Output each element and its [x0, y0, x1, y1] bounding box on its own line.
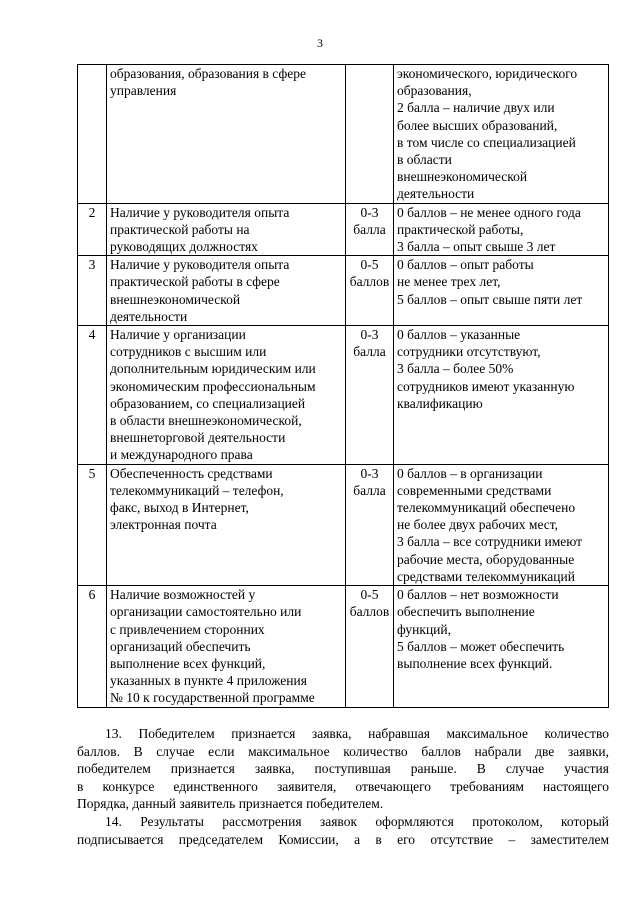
scoring-cell-line: 3 балла – опыт свыше 3 лет: [397, 239, 556, 255]
criterion-cell-line: организаций обеспечить: [110, 638, 251, 654]
criterion-cell-line: указанных в пункте 4 приложения: [110, 673, 307, 689]
scoring-cell: [394, 326, 609, 465]
paragraph-line: 13. Победителем признается заявка, набравшая максимальное количество: [105, 726, 609, 741]
paragraph-13: [77, 725, 609, 813]
scoring-cell-line: не более двух рабочих мест,: [397, 517, 559, 533]
row-number: 5: [78, 464, 107, 585]
scoring-cell-line: 0 баллов – опыт работы: [397, 257, 534, 273]
criterion-cell-line: управления: [110, 83, 177, 99]
row-number: 6: [78, 586, 107, 707]
scoring-cell-line: экономического, юридического: [397, 66, 578, 81]
paragraph-line: 14. Результаты рассмотрения заявок оформляются протоколом, который: [105, 814, 609, 829]
scoring-cell-line: практической работы,: [397, 221, 524, 237]
points-cell: [346, 203, 394, 256]
table-row: [78, 65, 609, 204]
scoring-cell-line: 5 баллов – опыт свыше пяти лет: [397, 291, 583, 307]
criterion-cell-line: и международного права: [110, 447, 253, 463]
scoring-cell-line: 3 балла – более 50%: [397, 361, 514, 377]
scoring-cell-line: не менее трех лет,: [397, 274, 501, 290]
paragraph-line: подписывается председателем Комиссии, а в его отсутствие – заместителем: [77, 831, 609, 847]
criterion-cell: [107, 65, 346, 204]
scoring-cell-line: 0 баллов – указанные: [397, 327, 521, 343]
scoring-cell-line: 0 баллов – в организации: [397, 465, 543, 481]
table-row: [78, 326, 609, 465]
criterion-cell-line: Наличие у руководителя опыта: [110, 204, 290, 220]
scoring-cell-line: выполнение всех функций.: [397, 655, 553, 671]
row-number: 4: [78, 326, 107, 465]
points-cell: [346, 586, 394, 707]
scoring-cell-line: сотрудников имеют указанную: [397, 378, 575, 394]
points-cell-line: баллов: [349, 604, 390, 620]
points-cell-line: 0-3: [360, 327, 379, 343]
criterion-cell-line: внешнеторговой деятельности: [110, 430, 286, 446]
points-cell-line: балла: [353, 482, 386, 498]
criterion-cell-line: руководящих должностях: [110, 239, 258, 255]
criterion-cell-line: практической работы на: [110, 221, 250, 237]
criterion-cell: [107, 464, 346, 585]
criterion-cell-line: выполнение всех функций,: [110, 655, 266, 671]
page-number: 3: [317, 36, 323, 50]
paragraph-line: Порядка, данный заявитель признается победителем.: [77, 796, 384, 812]
points-cell-line: балла: [353, 221, 386, 237]
criterion-cell-line: сотрудников с высшим или: [110, 344, 267, 360]
criterion-cell: [107, 586, 346, 707]
paragraph-line: в конкурсе единственного заявителя, отвечающего требованиям настоящего: [77, 778, 609, 794]
scoring-cell-line: 0 баллов – не менее одного года: [397, 204, 581, 220]
scoring-cell: [394, 65, 609, 204]
table-row: [78, 586, 609, 707]
criterion-cell-line: образованием, со специализацией: [110, 395, 306, 411]
points-cell: [346, 326, 394, 465]
row-number: 2: [78, 203, 107, 256]
points-cell-line: 0-5: [360, 257, 379, 273]
table-row: [78, 256, 609, 326]
criterion-cell-line: практической работы в сфере: [110, 274, 280, 290]
criteria-table: [77, 64, 609, 708]
points-cell-line: 0-3: [360, 465, 379, 481]
scoring-cell-line: 5 баллов – может обеспечить: [397, 638, 565, 654]
points-cell-line: баллов: [349, 274, 390, 290]
scoring-cell: [394, 586, 609, 707]
scoring-cell-line: 3 балла – все сотрудники имеют: [397, 534, 583, 550]
paragraph-14: [77, 813, 609, 848]
scoring-cell-line: средствами телекоммуникаций: [397, 568, 575, 584]
criterion-cell: [107, 256, 346, 326]
criterion-cell: [107, 326, 346, 465]
points-cell-line: 0-3: [360, 204, 379, 220]
criterion-cell-line: образования, образования в сфере: [110, 66, 306, 81]
criterion-cell-line: № 10 к государственной программе: [110, 690, 315, 706]
criterion-cell-line: в области внешнеэкономической,: [110, 413, 302, 429]
points-cell: [346, 65, 394, 204]
scoring-cell-line: образования,: [397, 83, 472, 99]
criterion-cell-line: деятельности: [110, 308, 188, 324]
scoring-cell-line: сотрудники отсутствуют,: [397, 344, 541, 360]
criterion-cell-line: телекоммуникаций – телефон,: [110, 482, 284, 498]
criterion-cell: [107, 203, 346, 256]
points-cell: [346, 464, 394, 585]
points-cell-line: балла: [353, 344, 386, 360]
scoring-cell: [394, 464, 609, 585]
scoring-cell-line: телекоммуникаций обеспечено: [397, 500, 576, 516]
scoring-cell-line: 2 балла – наличие двух или: [397, 100, 555, 116]
criterion-cell-line: Наличие возможностей у: [110, 587, 256, 603]
table-row: [78, 203, 609, 256]
scoring-cell-line: внешнеэкономической: [397, 169, 528, 185]
scoring-cell: [394, 256, 609, 326]
row-number: [78, 65, 107, 204]
paragraph-line: победителем признается заявка, поступившая раньше. В случае участия: [77, 761, 609, 777]
row-number: 3: [78, 256, 107, 326]
scoring-cell-line: деятельности: [397, 186, 475, 202]
scoring-cell-line: 0 баллов – нет возможности: [397, 587, 559, 603]
criterion-cell-line: Наличие у руководителя опыта: [110, 257, 290, 273]
points-cell: [346, 256, 394, 326]
scoring-cell-line: в области: [397, 152, 452, 168]
criterion-cell-line: Обеспеченность средствами: [110, 465, 273, 481]
scoring-cell: [394, 203, 609, 256]
scoring-cell-line: обеспечить выполнение: [397, 604, 535, 620]
criterion-cell-line: внешнеэкономической: [110, 291, 241, 307]
criterion-cell-line: с привлечением сторонних: [110, 621, 265, 637]
points-cell-line: 0-5: [360, 587, 379, 603]
scoring-cell-line: в том числе со специализацией: [397, 134, 576, 150]
scoring-cell-line: современными средствами: [397, 482, 552, 498]
scoring-cell-line: более высших образований,: [397, 117, 558, 133]
criterion-cell-line: факс, выход в Интернет,: [110, 500, 249, 516]
criterion-cell-line: дополнительным юридическим или: [110, 361, 316, 377]
criterion-cell-line: экономическим профессиональным: [110, 378, 316, 394]
criterion-cell-line: организации самостоятельно или: [110, 604, 302, 620]
criterion-cell-line: электронная почта: [110, 517, 217, 533]
criterion-cell-line: Наличие у организации: [110, 327, 246, 343]
table-row: [78, 464, 609, 585]
paragraph-line: баллов. В случае если максимальное количество баллов набрали две заявки,: [77, 743, 609, 759]
scoring-cell-line: квалификацию: [397, 395, 483, 411]
scoring-cell-line: рабочие места, оборудованные: [397, 551, 575, 567]
scoring-cell-line: функций,: [397, 621, 451, 637]
